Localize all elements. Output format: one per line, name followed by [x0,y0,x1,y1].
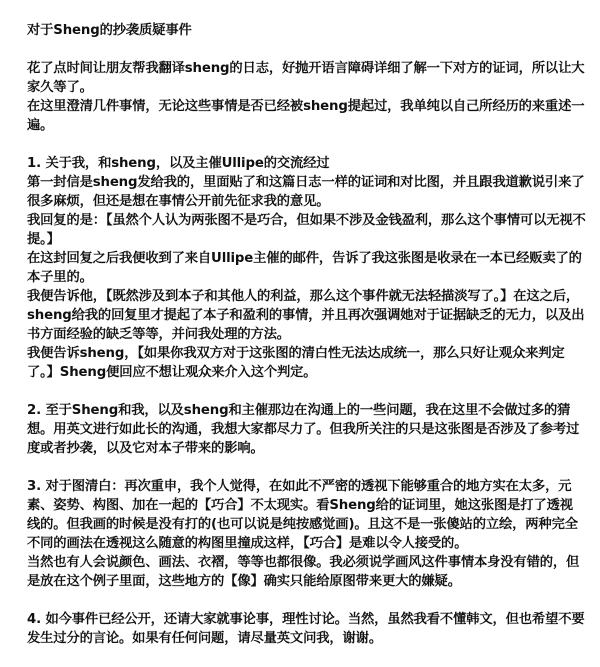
section-2-paragraph: 2. 至于Sheng和我，以及sheng和主催那边在沟通上的一些问题，我在这里不会做过多的猜想。用英文进行如此长的沟通，我想大家都尽力了。但我所关注的只是这张图是否涉及了参考过度或者抄袭，以及它对本子带来的影响。 [27,403,580,456]
spacer [27,382,586,401]
spacer [27,458,586,477]
section-3-paragraph-1: 3. 对于图清白：再次重申，我个人觉得，在如此不严密的透视下能够重合的地方实在太多，元素、姿势、构图、加在一起的【巧合】不太现实。看Sheng给的证词里，她这张图是打了透视线的。但我画的时候是没有打的(也可以说是纯按感觉画)。且这不是一张傻站的立绘，两种完全不同的画法在透视这么随意的构图里撞成这样，【巧合】是难以令人接受的。 [27,479,578,551]
spacer [27,591,586,610]
section-1-paragraph-3: 在这封回复之后我便收到了来自Ullipe主催的邮件，告诉了我这张图是收录在一本已经贩卖了的本子里的。 [27,251,582,285]
document-title: 对于Sheng的抄袭质疑事件 [27,23,192,38]
intro-paragraph-2: 在这里澄清几件事情，无论这些事情是否已经被sheng提起过，我单纯以自己所经历的来重述一遍。 [27,99,585,133]
section-1-paragraph-5: 我便告诉sheng，【如果你我双方对于这张图的清白性无法达成统一，那么只好让观众来判定了。】Sheng便回应不想让观众来介入这个判定。 [27,346,565,380]
section-1-paragraph-2: 我回复的是：【虽然个人认为两张图不是巧合，但如果不涉及金钱盈利，那么这个事情可以无视不提。】 [27,213,586,247]
section-1-paragraph-1: 第一封信是sheng发给我的，里面贴了和这篇日志一样的证词和对比图，并且跟我道歉说引来了很多麻烦，但还是想在事情公开前先征求我的意见。 [27,175,585,209]
section-1-heading: 1. 关于我，和sheng，以及主催Ullipe的交流经过 [27,156,330,171]
section-1-paragraph-4: 我便告诉他，【既然涉及到本子和其他人的利益，那么这个事件就无法轻描淡写了。】在这之后，sheng给我的回复里才提起了本子和盈利的事情，并且再次强调她对于证据缺乏的无力，以及出书方面经验的缺乏等等，并问我处理的方法。 [27,289,585,342]
intro-paragraph-1: 花了点时间让朋友帮我翻译sheng的日志，好抛开语言障碍详细了解一下对方的证词，所以让大家久等了。 [27,61,585,95]
section-3-paragraph-2: 当然也有人会说颜色、画法、衣褶，等等也都很像。我必须说学画风这件事情本身没有错的，但是放在这个例子里面，这些地方的【像】确实只能给原图带来更大的嫌疑。 [27,555,580,589]
spacer [27,135,586,154]
section-4-paragraph: 4. 如今事件已经公开，还请大家就事论事，理性讨论。当然，虽然我看不懂韩文，但也希望不要发生过分的言论。如果有任何问题，请尽量英文问我，谢谢。 [27,612,585,646]
